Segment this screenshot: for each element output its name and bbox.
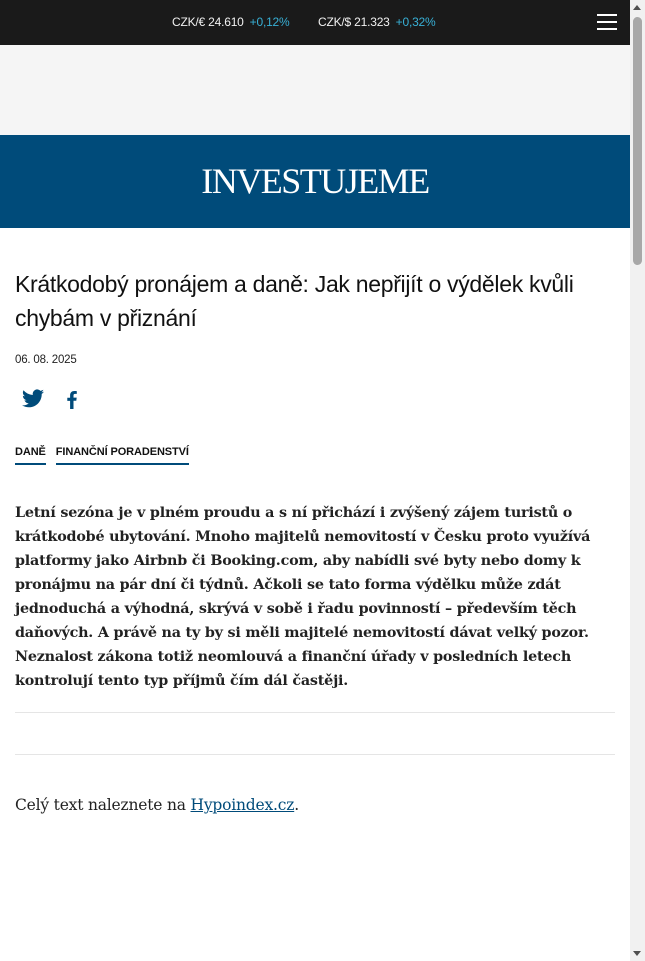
ticker-pair: CZK/€ 24.610 xyxy=(172,15,244,29)
article-tags xyxy=(15,446,199,465)
tag-dane[interactable]: DANĚ xyxy=(15,446,46,465)
divider xyxy=(15,712,615,713)
site-logo[interactable]: INVESTUJEME xyxy=(201,161,429,201)
hamburger-menu-icon[interactable] xyxy=(597,13,617,31)
scroll-up-arrow-icon[interactable] xyxy=(630,0,645,15)
tag-financni-poradenstvi[interactable]: FINANČNÍ PORADENSTVÍ xyxy=(56,446,189,465)
divider xyxy=(15,754,615,755)
ticker-change: +0,12% xyxy=(249,15,290,29)
ticker-change: +0,32% xyxy=(395,15,436,29)
article-title: Krátkodobý pronájem a daně: Jak nepřijít o výdělek kvůli chybám v přiznání xyxy=(15,271,574,331)
scrollbar-thumb[interactable] xyxy=(633,17,642,265)
source-suffix: . xyxy=(294,796,299,814)
vertical-scrollbar[interactable] xyxy=(630,0,645,961)
article-date: 06. 08. 2025 xyxy=(15,354,77,366)
ticker-item-eur[interactable] xyxy=(172,15,290,29)
twitter-icon[interactable] xyxy=(21,387,45,411)
source-prefix: Celý text naleznete na xyxy=(15,796,191,814)
source-note xyxy=(15,796,299,814)
ticker-pair: CZK/$ 21.323 xyxy=(318,15,390,29)
scroll-down-arrow-icon[interactable] xyxy=(630,946,645,961)
brand-banner xyxy=(0,135,630,228)
ticker-item-usd[interactable] xyxy=(318,15,436,29)
ad-placeholder xyxy=(0,45,630,135)
facebook-icon[interactable] xyxy=(60,387,84,411)
source-link[interactable]: Hypoindex.cz xyxy=(190,796,295,814)
article-lead: Letní sezóna je v plném proudu a s ní přichází i zvýšený zájem turistů o krátkodobé ubytování. Mnoho majitelů nemovitostí v Česku proto využívá platformy jako Airbnb či Booking.com, aby nabídli své byty nebo domy k pronájmu na pár dní či týdnů. Ačkoli se tato forma výdělku může zdát jednoduchá a výhodná, skrývá v sobě i řadu povinností – především těch daňových. A právě na ty by si měli majitelé nemovitostí dávat velký pozor. Neznalost zákona totiž neomlouvá a finanční úřady v posledních letech kontrolují tento typ příjmů čím dál častěji. xyxy=(15,505,591,689)
currency-ticker-bar xyxy=(0,0,630,45)
